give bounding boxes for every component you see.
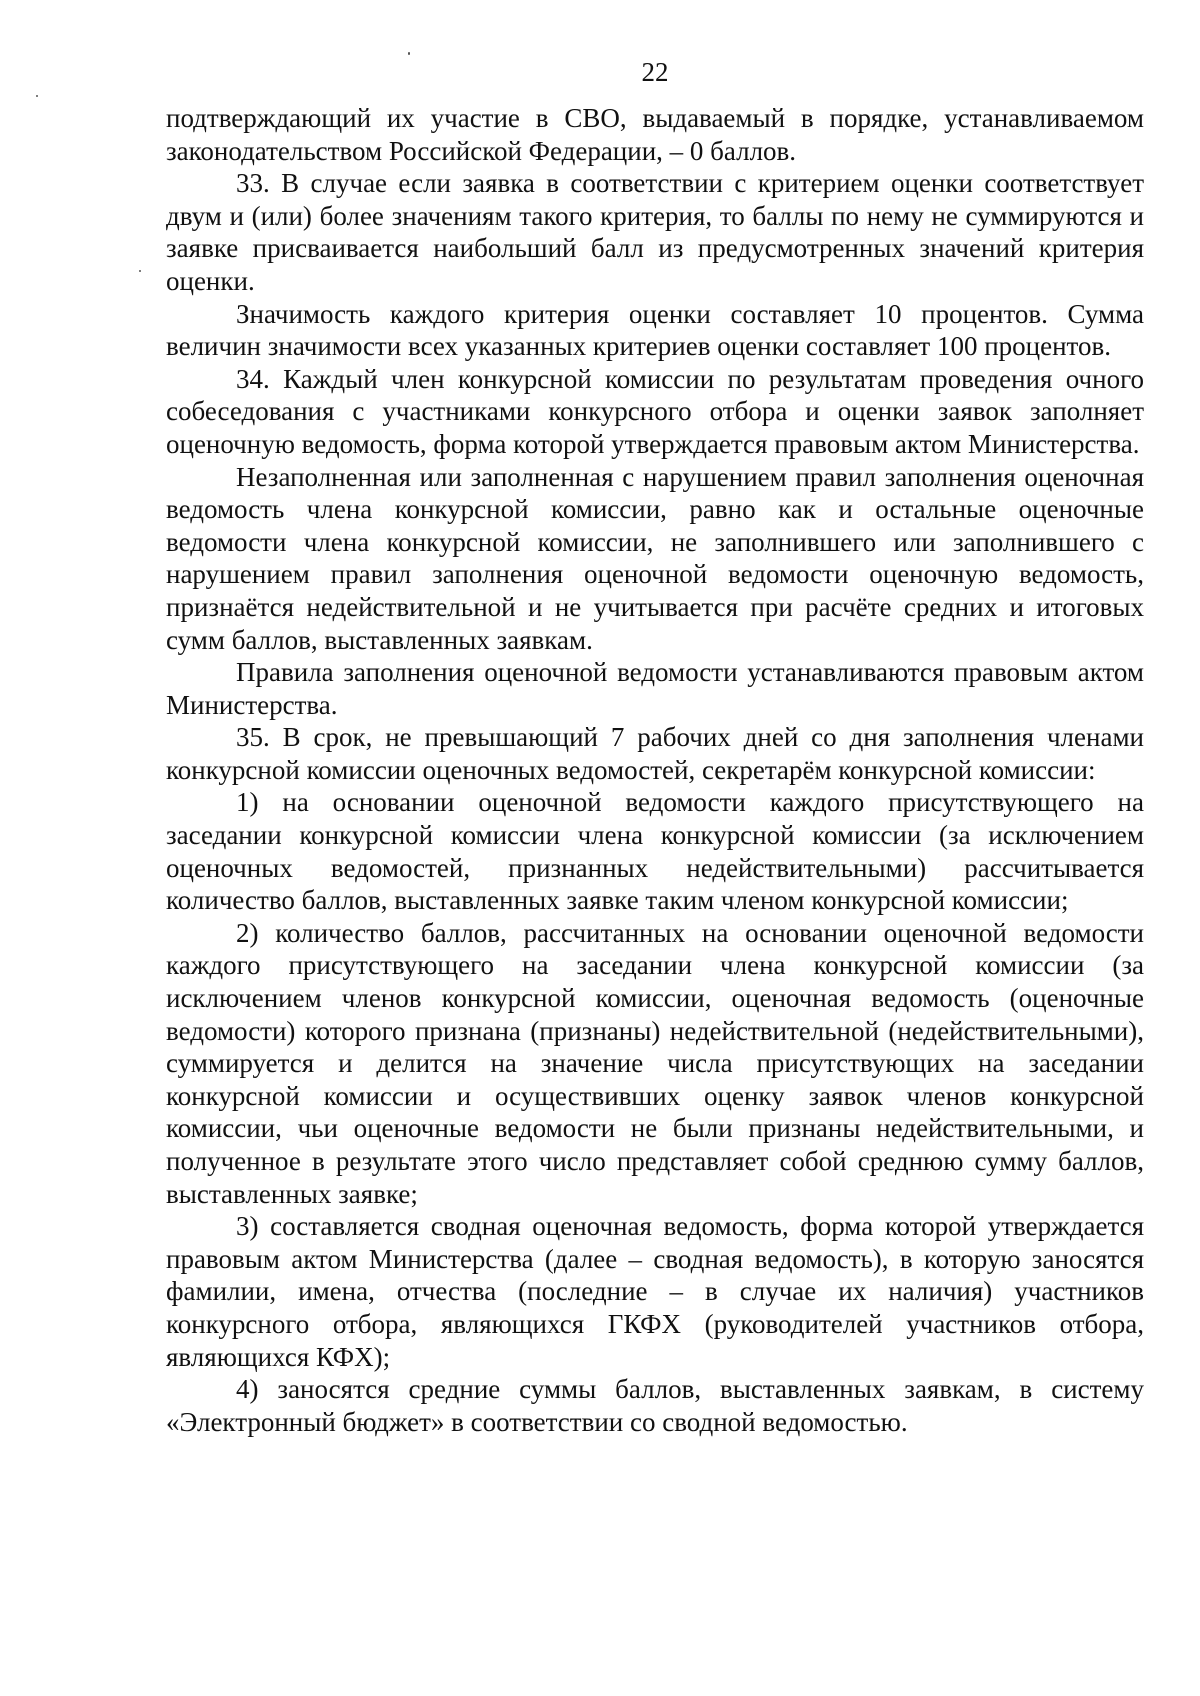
scan-speck — [139, 270, 141, 272]
list-item-3: 3) составляется сводная оценочная ведомость, форма которой утверждается правовым актом Министерства (далее – сводная ведомость), в которую заносятся фамилии, имена, отчества (последние – в случае их наличия) участников конкурсного отбора, являющихся ГКФХ (руководителей участников отбора, являющихся КФХ); — [166, 1211, 1144, 1372]
paragraph-continuation: подтверждающий их участие в СВО, выдаваемый в порядке, устанавливаемом законодательством Российской Федерации, – 0 баллов. — [166, 103, 1144, 166]
paragraph-item-34: 34. Каждый член конкурсной комиссии по результатам проведения очного собеседования с участниками конкурсного отбора и оценки заявок заполняет оценочную ведомость, форма которой утверждается правовым актом Министерства. — [166, 363, 1144, 459]
document-body — [166, 102, 1144, 1438]
paragraph-filling-rules: Правила заполнения оценочной ведомости устанавливаются правовым актом Министерства. — [166, 657, 1144, 720]
paragraph-invalid-sheet: Незаполненная или заполненная с нарушением правил заполнения оценочная ведомость члена конкурсной комиссии, равно как и остальные оценочные ведомости члена конкурсной комиссии, не заполнившего или заполнившего с нарушением правил заполнения оценочной ведомости оценочную ведомость, признаётся недействительной и не учитывается при расчёте средних и итоговых сумм баллов, выставленных заявкам. — [166, 461, 1144, 655]
list-item-4: 4) заносятся средние суммы баллов, выставленных заявкам, в систему «Электронный бюджет» в соответствии со сводной ведомостью. — [166, 1374, 1144, 1437]
list-item-1: 1) на основании оценочной ведомости каждого присутствующего на заседании конкурсной комиссии члена конкурсной комиссии (за исключением оценочных ведомостей, признанных недействительными) рассчитывается количество баллов, выставленных заявке таким членом конкурсной комиссии; — [166, 787, 1144, 916]
paragraph-item-35: 35. В срок, не превышающий 7 рабочих дней со дня заполнения членами конкурсной комиссии оценочных ведомостей, секретарём конкурсной комиссии: — [166, 722, 1144, 785]
paragraph-criteria-weight: Значимость каждого критерия оценки составляет 10 процентов. Сумма величин значимости всех указанных критериев оценки составляет 100 процентов. — [166, 298, 1144, 362]
list-item-2: 2) количество баллов, рассчитанных на основании оценочной ведомости каждого присутствующего на заседании члена конкурсной комиссии (за исключением членов конкурсной комиссии, оценочная ведомость (оценочные ведомости) которого признана (признаны) недействительной (недействительными), суммируется и делится на значение числа присутствующих на заседании конкурсной комиссии и осуществивших оценку заявок членов конкурсной комиссии, чьи оценочные ведомости не были признаны недействительными, и полученное в результате этого число представляет собой среднюю сумму баллов, выставленных заявке; — [166, 917, 1144, 1209]
scan-speck — [408, 52, 410, 55]
scan-speck — [36, 95, 38, 97]
paragraph-item-33: 33. В случае если заявка в соответствии с критерием оценки соответствует двум и (или) более значениям такого критерия, то баллы по нему не суммируются и заявке присваивается наибольший балл из предусмотренных значений критерия оценки. — [166, 168, 1144, 296]
page-number: 22 — [641, 57, 669, 87]
